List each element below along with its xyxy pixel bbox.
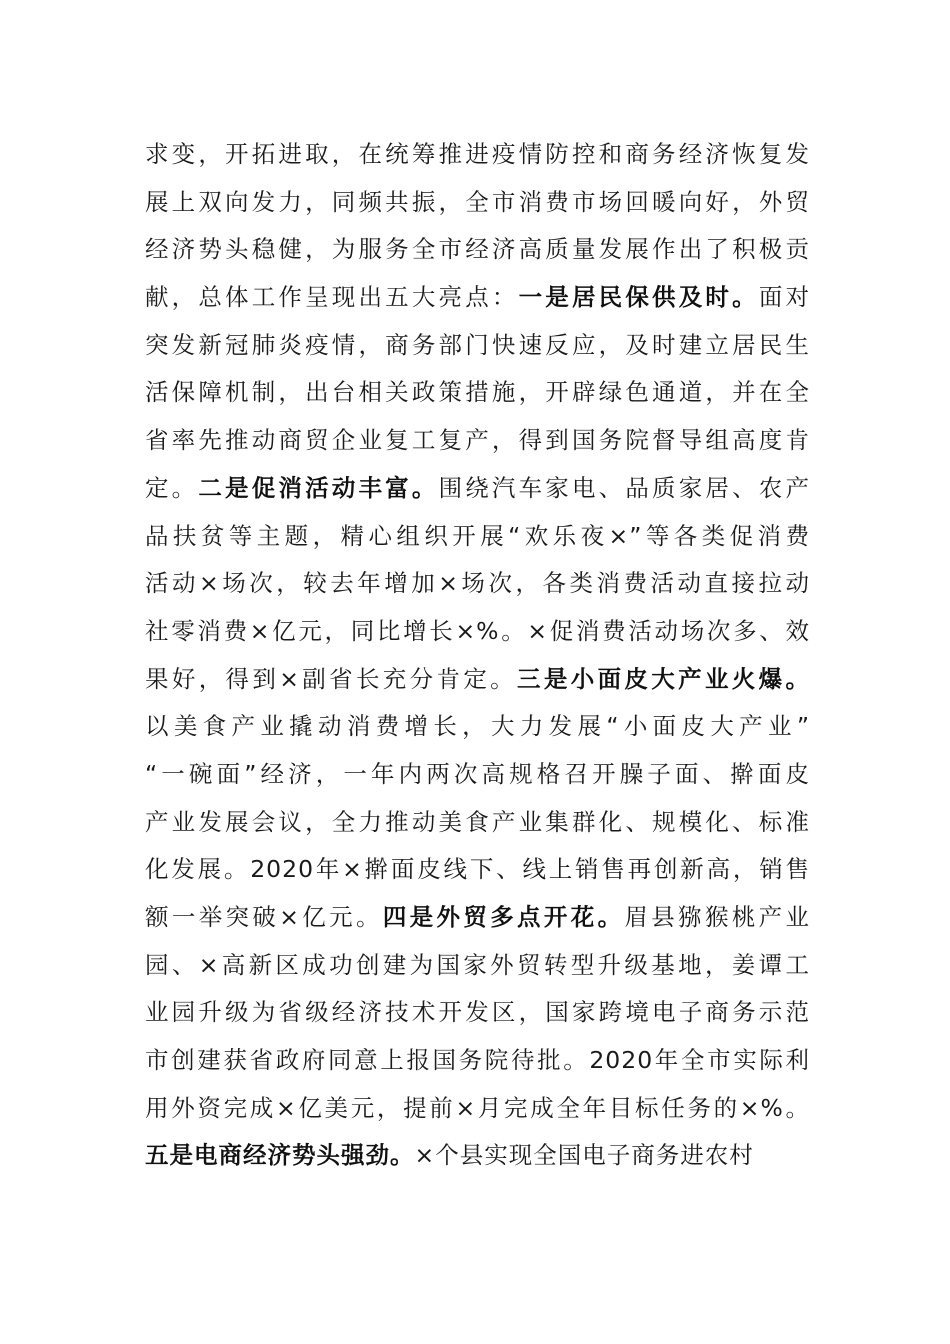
text-line <box>145 703 810 751</box>
text-line <box>145 369 810 417</box>
text-line <box>145 1037 810 1085</box>
text-segment: 经济势头稳健，为服务全市经济高质量发展作出了积极贡 <box>145 235 810 264</box>
text-segment: 活动×场次，较去年增加×场次，各类消费活动直接拉动 <box>145 569 810 598</box>
highlight-heading: 四是外贸多点开花。 <box>382 903 625 931</box>
text-segment: 额一举突破×亿元。 <box>145 903 383 931</box>
text-segment: 围绕汽车家电、品质家居、农产 <box>438 473 810 502</box>
text-segment: “一碗面”经济，一年内两次高规格召开臊子面、擀面皮 <box>145 759 810 788</box>
text-segment: 以美食产业撬动消费增长，大力发展“小面皮大产业” <box>145 712 810 741</box>
text-segment: 活保障机制，出台相关政策措施，开辟绿色通道，并在全 <box>145 378 810 407</box>
text-line <box>145 846 810 894</box>
text-segment: 突发新冠肺炎疫情，商务部门快速反应，及时建立居民生 <box>145 330 810 359</box>
highlight-heading: 三是小面皮大产业火爆。 <box>517 664 810 693</box>
text-line <box>145 131 810 179</box>
text-segment: 求变，开拓进取，在统筹推进疫情防控和商务经济恢复发 <box>145 140 810 168</box>
text-segment: 省率先推动商贸企业复工复产，得到国务院督导组高度肯 <box>145 426 810 455</box>
text-line <box>145 656 810 704</box>
text-segment: 社零消费×亿元，同比增长×%。×促消费活动场次多、效 <box>145 616 810 645</box>
text-line <box>145 322 810 370</box>
text-line <box>145 1132 810 1180</box>
highlight-heading: 五是电商经济势头强劲。 <box>145 1141 415 1170</box>
text-line <box>145 942 810 990</box>
text-line <box>145 274 810 322</box>
text-line <box>145 179 810 227</box>
text-line <box>145 608 810 656</box>
text-segment: 定。 <box>145 473 199 502</box>
text-segment: 面对 <box>758 283 810 312</box>
text-segment: 献，总体工作呈现出五大亮点： <box>145 283 519 312</box>
text-segment: 品扶贫等主题，精心组织开展“欢乐夜×”等各类促消费 <box>145 521 810 550</box>
highlight-heading: 二是促消活动丰富。 <box>198 473 439 502</box>
text-line <box>145 799 810 847</box>
text-segment: 业园升级为省级经济技术开发区，国家跨境电子商务示范 <box>145 998 810 1027</box>
text-segment: 市创建获省政府同意上报国务院待批。2020年全市实际利 <box>145 1046 810 1075</box>
text-line <box>145 226 810 274</box>
text-segment: ×个县实现全国电子商务进农村 <box>414 1141 754 1170</box>
text-segment: 用外资完成×亿美元，提前×月完成全年目标任务的×%。 <box>145 1093 810 1122</box>
text-segment: 眉县猕猴桃产业 <box>624 903 811 931</box>
text-line <box>145 560 810 608</box>
text-line <box>145 894 810 942</box>
highlight-heading: 一是居民保供及时。 <box>518 283 759 312</box>
text-segment: 化发展。2020年×擀面皮线下、线上销售再创新高，销售 <box>145 855 810 884</box>
text-line <box>145 751 810 799</box>
text-segment: 展上双向发力，同频共振，全市消费市场回暖向好，外贸 <box>145 187 810 216</box>
text-line <box>145 417 810 465</box>
text-line <box>145 513 810 561</box>
text-line <box>145 989 810 1037</box>
body-text <box>145 131 810 1180</box>
text-segment: 产业发展会议，全力推动美食产业集群化、规模化、标准 <box>145 807 810 836</box>
text-segment: 园、×高新区成功创建为国家外贸转型升级基地，姜谭工 <box>145 950 810 979</box>
text-line <box>145 1085 810 1133</box>
text-line <box>145 465 810 513</box>
text-segment: 果好，得到×副省长充分肯定。 <box>145 664 518 693</box>
